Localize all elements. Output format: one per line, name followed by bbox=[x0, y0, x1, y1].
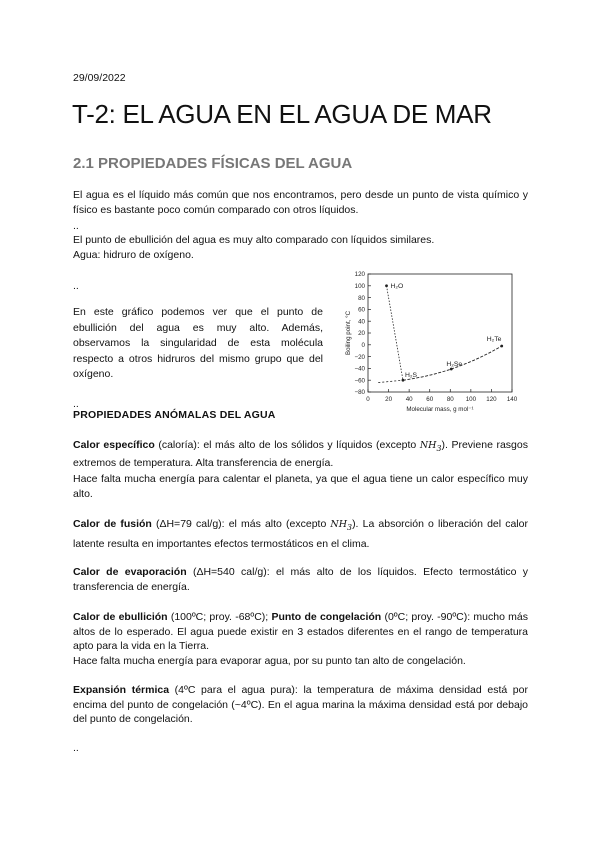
prop-text: (4ºC para el agua pura): la temperatura de máxima densidad está por encima del punto de congelación (~4ºC). En el agua marina la máxima densidad está por debajo del punto de congelación. bbox=[73, 684, 528, 725]
plot-frame bbox=[368, 274, 512, 392]
series-line-water bbox=[387, 286, 403, 380]
x-tick-label: 140 bbox=[506, 396, 518, 403]
prop-calor-evaporacion bbox=[73, 565, 528, 594]
prop-term: Calor de fusión bbox=[73, 518, 152, 530]
prop-calor-ebullicion bbox=[73, 610, 528, 668]
separator-dots: .. bbox=[73, 280, 79, 292]
x-tick-label: 60 bbox=[426, 396, 434, 403]
prop-term: Calor de evaporación bbox=[73, 566, 187, 578]
data-point bbox=[402, 379, 405, 382]
chem-formula: $NH_3$ bbox=[419, 440, 442, 453]
prop-expansion-termica bbox=[73, 683, 528, 727]
prop-text: (ΔH=79 cal/g): el más alto (excepto bbox=[151, 518, 331, 530]
x-tick-label: 0 bbox=[366, 396, 370, 403]
series-line-extrapolation bbox=[378, 380, 403, 382]
x-tick-label: 40 bbox=[405, 396, 413, 403]
data-point bbox=[450, 368, 453, 371]
y-tick-label: 60 bbox=[358, 306, 365, 314]
y-tick-label: −20 bbox=[354, 353, 365, 361]
prop-text: (0ºC; proy. -90ºC): mucho más altos de lo esperado. El agua puede existir en 3 estados diferentes en el rango de temperatura apto para la vida en la Tierra. bbox=[73, 611, 529, 652]
data-point-label: H₂Se bbox=[446, 360, 463, 368]
x-tick-label: 120 bbox=[486, 396, 497, 403]
boiling-paragraph: El punto de ebullición del agua es muy alto comparado con líquidos similares. bbox=[73, 234, 435, 246]
prop-term: Calor específico bbox=[73, 439, 155, 451]
anomalous-properties-heading: PROPIEDADES ANÓMALAS DEL AGUA bbox=[73, 409, 276, 421]
x-tick-label: 80 bbox=[446, 396, 454, 403]
y-tick-label: 80 bbox=[358, 294, 365, 302]
y-tick-label: 20 bbox=[358, 330, 365, 338]
section-subtitle: 2.1 PROPIEDADES FÍSICAS DEL AGUA bbox=[73, 155, 353, 172]
data-point-label: H₂S bbox=[404, 372, 418, 380]
y-tick-label: 40 bbox=[358, 318, 365, 326]
prop-note: Hace falta mucha energía para evaporar agua, por su punto tan alto de congelación. bbox=[73, 654, 466, 667]
y-tick-label: 0 bbox=[361, 342, 365, 349]
separator-dots: .. bbox=[73, 398, 79, 410]
data-point bbox=[385, 284, 388, 287]
prop-note: Hace falta mucha energía para calentar el planeta, ya que el agua tiene un calor específico muy alto. bbox=[73, 472, 528, 501]
data-point-label: H₂Te bbox=[486, 335, 502, 343]
page-title: T-2: EL AGUA EN EL AGUA DE MAR bbox=[72, 99, 492, 129]
prop-text: (ΔH=540 cal/g): el más alto de los líquidos. Efecto termostático y transferencia de energía. bbox=[73, 566, 528, 593]
water-hydride-line: Agua: hidruro de oxígeno. bbox=[73, 249, 194, 261]
date: 29/09/2022 bbox=[73, 72, 126, 84]
x-tick-label: 20 bbox=[385, 396, 393, 403]
prop-text: (100ºC; proy. -68ºC); bbox=[167, 611, 272, 623]
prop-term: Expansión térmica bbox=[73, 684, 170, 696]
y-tick-label: −80 bbox=[354, 389, 365, 397]
chem-formula: $NH_3$ bbox=[330, 519, 353, 532]
separator-dots: .. bbox=[73, 742, 79, 754]
prop-text: ). La absorción o liberación del calor latente resulta en importantes efectos termostáticos en el clima. bbox=[73, 518, 528, 550]
intro-paragraph: El agua es el líquido más común que nos encontramos, pero desde un punto de vista químico y físico es bastante poco común comparado con otros líquidos. bbox=[73, 189, 528, 216]
data-point bbox=[500, 345, 503, 348]
prop-text: ). Previene rasgos extremos de temperatura. Alta transferencia de energía. bbox=[73, 439, 528, 470]
prop-term: Punto de congelación bbox=[271, 611, 382, 623]
boiling-point-chart bbox=[330, 268, 530, 414]
y-tick-label: 120 bbox=[354, 271, 365, 279]
data-point-label: H₂O bbox=[390, 282, 404, 290]
y-tick-label: −40 bbox=[354, 365, 365, 373]
y-tick-label: −60 bbox=[354, 377, 365, 385]
prop-term: Calor de ebullición bbox=[73, 611, 168, 623]
y-axis-label: Boiling point, °C bbox=[345, 310, 352, 356]
prop-calor-especifico bbox=[73, 438, 528, 503]
x-tick-label: 100 bbox=[465, 396, 477, 403]
prop-text: (caloría): el más alto de los sólidos y líquidos (excepto bbox=[154, 439, 420, 451]
chart-description: En este gráfico podemos ver que el punto de ebullición del agua es muy alto. Además, observamos la singularidad de esta molécula respecto a otros hidruros del mismo grupo que del oxígeno. bbox=[73, 306, 323, 380]
prop-calor-fusion bbox=[73, 516, 528, 552]
x-axis-label: Molecular mass, g mol⁻¹ bbox=[406, 406, 474, 413]
separator-dots: .. bbox=[73, 220, 79, 232]
y-tick-label: 100 bbox=[354, 283, 365, 290]
